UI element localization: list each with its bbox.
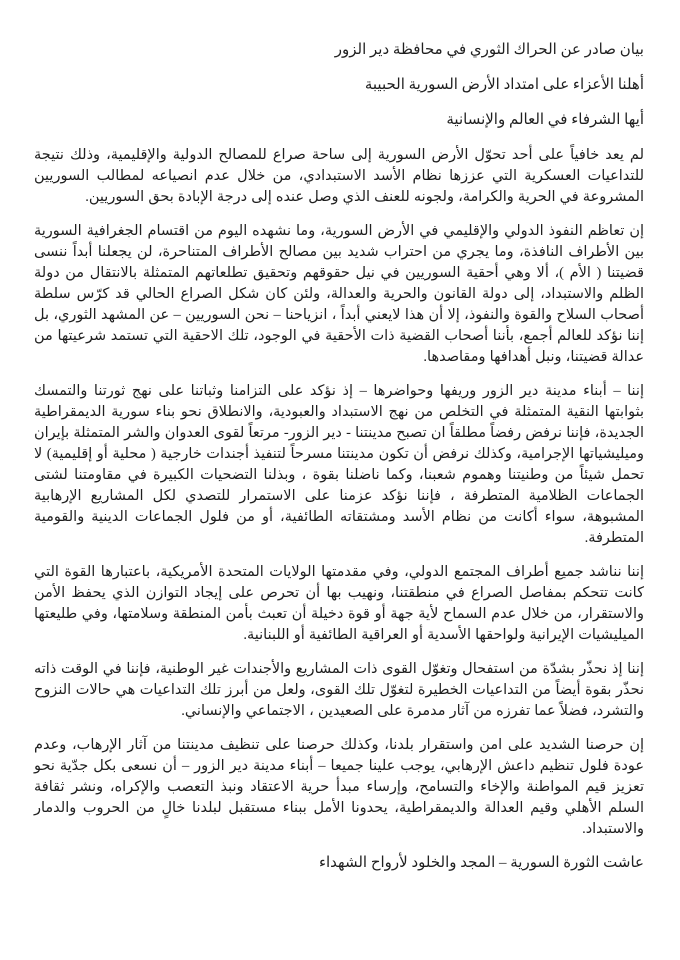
salutation-line-1: أهلنا الأعزاء على امتداد الأرض السورية الحبيبة xyxy=(364,77,644,93)
statement-paragraph-5: إننا إذ نحذّر بشدّة من استفحال وتغوّل القوى ذات المشاريع والأجندات غير الوطنية، فإننا في الوقت ذاته نحذّر بقوة أيضاً من التداعيات الخطيرة لتغوّل تلك القوى، ولعل من أبرز تلك التداعيات هي حالات النزوح والتشرد، فضلاً عما تفرزه من آثار مدمرة على الصعيدين ، الاجتماعي والإنساني. xyxy=(34,661,644,719)
statement-paragraph-6: إن حرصنا الشديد على امن واستقرار بلدنا، وكذلك حرصنا على تنظيف مدينتنا من آثار الإرهاب، وعدم عودة فلول تنظيم داعش الإرهابي، يوجب علينا جميعا – أبناء مدينة دير الزور – أن نسعى بكل جدّية نحو تعزيز قيم المواطنة والإخاء والتسامح، وإرساء مبدأ حرية الاعتقاد ونبذ التعصب والإكراه، ونشر ثقافة السلم الأهلي وقيم العدالة والديمقراطية، يحدونا الأمل ببناء مستقبل لبلدنا خالٍ من الحروب والدمار والاستبداد. xyxy=(34,737,644,837)
statement-paragraph-1: لم يعد خافياً على أحد تحوّل الأرض السورية إلى ساحة صراع للمصالح الدولية والإقليمية، وذلك نتيجة للتداعيات العسكرية التي عززها نظام الأسد الاستبدادي، من خلال عدم انصياعه لمطالب السوريين المشروعة في الحرية والكرامة، ولجونه للعنف الذي وصل عنده إلى درجة الإبادة بحق السوريين. xyxy=(34,147,644,205)
statement-paragraph-3: إننا – أبناء مدينة دير الزور وريفها وحواضرها – إذ نؤكد على التزامنا وثباتنا على نهج ثورتنا والتمسك بثوابتها النقية المتمثلة في التخلص من نهج الاستبداد والعبودية، والانطلاق نحو بناء سورية الديمقراطية الجديدة، فإننا نرفض رفضاً مطلقاً ان تصبح مدينتنا - دير الزور- مرتعاً لقوى العدوان والشر المتمثلة بإيران وميليشياتها الإجرامية، وكذلك نرفض أن تكون مدينتنا مسرحاً لتنفيذ أجندات خارجية ( محلية أو إقليمية) لا تحمل شيئاً من وطنيتنا وهموم شعبنا، وكما ناضلنا بقوة ، وبذلنا التضحيات الكبيرة في مقاومتنا لشتى الجماعات الظلامية المتطرفة ، فإننا نؤكد عزمنا على الاستمرار للتصدي لكل المشاريع الإرهابية المشبوهة، سواء أكانت من نظام الأسد ومشتقاته الطائفية، أو من فلول الجماعات الدينية والقومية المتطرفة. xyxy=(34,383,644,546)
statement-title: بيان صادر عن الحراك الثوري في محافظة دير الزور xyxy=(334,42,644,58)
statement-paragraph-2: إن تعاظم النفوذ الدولي والإقليمي في الأرض السورية، وما نشهده اليوم من اقتسام الجغرافية السورية بين الأطراف النافذة، وما يجري من احتراب شديد بين مصالح الأطراف المتناحرة، لن يجعلنا أبداً ننسى قضيتنا ( الأم )، ألا وهي أحقية السوريين في نيل حقوقهم وتحقيق تطلعاتهم المتمثلة بالانتقال من دولة الظلم والاستبداد، إلى دولة القانون والحرية والعدالة، ولئن كان شكل الصراع الحالي قد كرّس سلطة أصحاب السلاح والقوة والنفوذ، إلا أن هذا لايعني أبداً ، انزياحنا – نحن السوريين – عن المشهد الثوري، بل إننا نؤكد للعالم أجمع، بأننا أصحاب القضية ذات الأحقية في الوجود، تلك الاحقية التي تستمد شرعيتها من عدالة قضيتنا، ونبل أهدافها ومقاصدها. xyxy=(34,223,644,365)
statement-paragraph-4: إننا نناشد جميع أطراف المجتمع الدولي، وفي مقدمتها الولايات المتحدة الأمريكية، باعتبارها القوة التي كانت تتحكم بمفاصل الصراع في منطقتنا، ونهيب بها أن تحرص على إيجاد التوازن الذي يحفظ الأمن والاستقرار، من خلال عدم السماح لأية جهة أو قوة دخيلة أن تعبث بأمن المنطقة وسلامتها، وفي طليعتها الميليشيات الإيرانية ولواحقها الأسدية أو العراقية الطائفية أو اللبنانية. xyxy=(34,564,644,643)
salutation-line-2: أيها الشرفاء في العالم والإنسانية xyxy=(446,112,644,128)
closing-slogan: عاشت الثورة السورية – المجد والخلود لأرواح الشهداء xyxy=(318,855,644,871)
